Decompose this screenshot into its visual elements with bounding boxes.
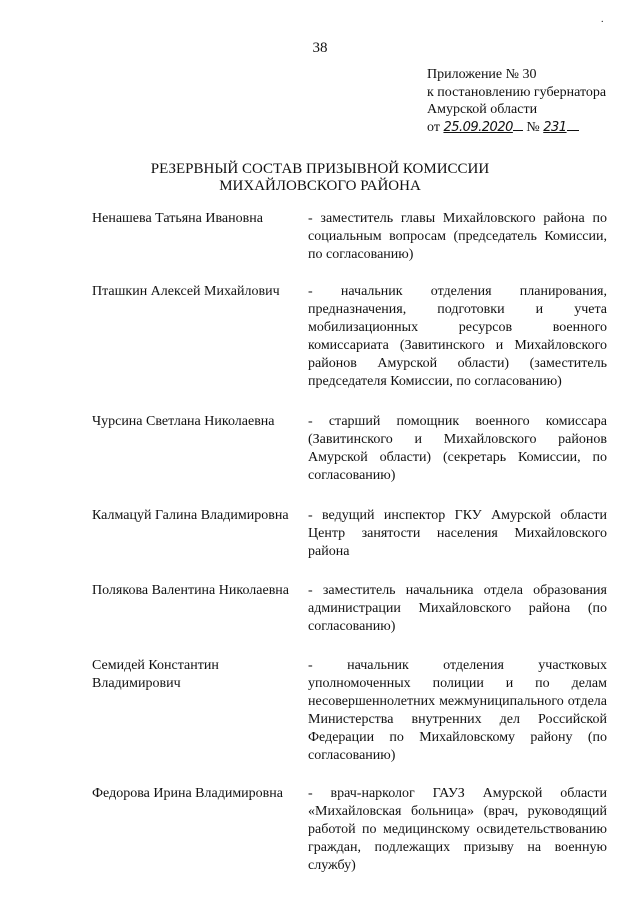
member-role: - ведущий инспектор ГКУ Амурской области Центр занятости населения Михайловского района	[308, 508, 607, 559]
number-prefix: №	[526, 119, 540, 135]
member-name: Пташкин Алексей Михайлович	[92, 284, 280, 299]
member-name: Чурсина Светлана Николаевна	[92, 414, 275, 429]
member-name: Ненашева Татьяна Ивановна	[92, 211, 263, 226]
handwritten-date: 25.09.2020	[443, 119, 513, 135]
appendix-date-line	[427, 119, 606, 137]
member-role: - старший помощник военного комиссара (Завитинского и Михайловского районов Амурской области) (секретарь Комиссии, по согласованию)	[308, 414, 607, 483]
member-row	[92, 507, 607, 561]
member-row	[92, 657, 607, 765]
date-prefix: от	[427, 119, 440, 135]
member-name: Калмацуй Галина Владимировна	[92, 508, 289, 523]
appendix-block	[427, 66, 606, 136]
page-number: 38	[312, 40, 328, 56]
appendix-line-2: к постановлению губернатора	[427, 84, 607, 100]
member-role: - начальник отделения участковых уполномоченных полиции и по делам несовершеннолетних межмуниципального отдела Министерства внутренних дел Российской Федерации по Михайловскому району (по согласованию)	[308, 658, 607, 763]
appendix-line-3: Амурской области	[427, 102, 538, 117]
member-name: Семидей Константин Владимирович	[92, 658, 219, 691]
date-underline	[513, 130, 523, 131]
document-title	[0, 161, 640, 195]
member-row	[92, 283, 607, 391]
appendix-line-1: Приложение № 30	[427, 67, 537, 82]
member-role: - заместитель начальника отдела образования администрации Михайловского района (по согласованию)	[308, 583, 607, 634]
member-role: - начальник отделения планирования, предназначения, подготовки и учета мобилизационных ресурсов военного комиссариата (Завитинского и Михайловского районов Амурской области) (заместитель председателя Комиссии, по согласованию)	[308, 284, 607, 389]
member-name: Федорова Ирина Владимировна	[92, 786, 283, 801]
member-row	[92, 785, 607, 875]
number-underline	[567, 130, 579, 131]
members-list	[92, 210, 607, 875]
corner-mark: .	[601, 14, 604, 25]
member-role: - врач-нарколог ГАУЗ Амурской области «Михайловская больница» (врач, руководящий работой по медицинскому освидетельствованию граждан, подлежащих призыву на военную службу)	[308, 786, 607, 873]
member-row	[92, 413, 607, 485]
member-row	[92, 210, 607, 264]
member-name: Полякова Валентина Николаевна	[92, 583, 290, 598]
handwritten-number: 231	[543, 119, 567, 135]
title-line-2: МИХАЙЛОВСКОГО РАЙОНА	[219, 178, 421, 194]
member-role: - заместитель главы Михайловского района по социальным вопросам (председатель Комиссии, по согласованию)	[308, 211, 607, 262]
title-line-1: РЕЗЕРВНЫЙ СОСТАВ ПРИЗЫВНОЙ КОМИССИИ	[150, 161, 490, 177]
member-row	[92, 582, 607, 636]
